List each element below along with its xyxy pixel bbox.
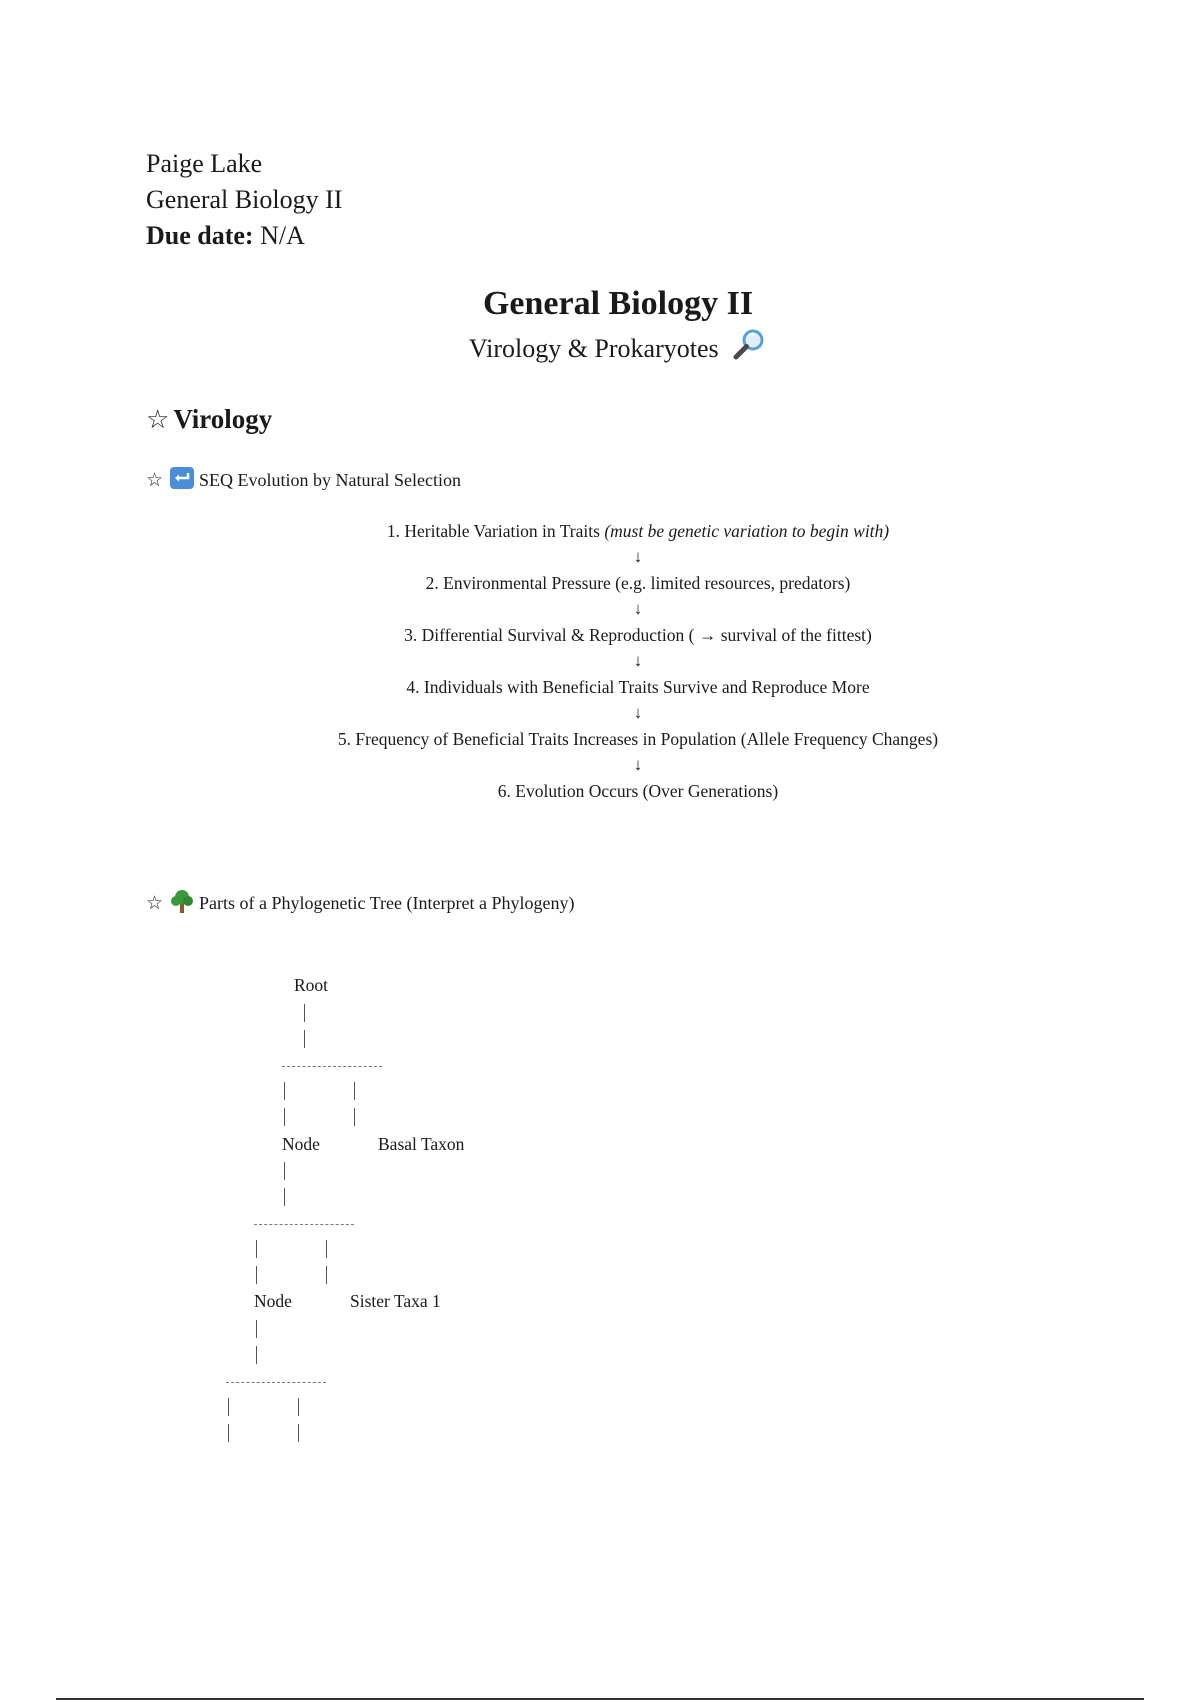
tree-branch xyxy=(256,1346,257,1364)
due-date-value: N/A xyxy=(253,221,305,250)
tree-split xyxy=(282,1066,382,1067)
subtitle-text: Virology & Prokaryotes xyxy=(468,334,719,363)
tree-branch xyxy=(284,1108,285,1126)
down-arrow-icon: ↓ xyxy=(633,703,643,722)
tree-branch xyxy=(284,1082,285,1100)
sequence-step: 5. Frequency of Beneficial Traits Increases in Population (Allele Frequency Changes) xyxy=(337,729,939,749)
course-name: General Biology II xyxy=(146,185,343,214)
tree-branch xyxy=(256,1320,257,1338)
subheading-phylogeny-label: Parts of a Phylogenetic Tree (Interpret a Phylogeny) xyxy=(199,893,575,913)
tree-branch xyxy=(304,1030,305,1048)
due-date-label: Due date: xyxy=(146,221,254,250)
tree-sister-taxa-label: Sister Taxa 1 xyxy=(350,1291,441,1311)
tree-branch xyxy=(284,1162,285,1180)
document-title: General Biology II xyxy=(482,285,754,322)
author-name: Paige Lake xyxy=(146,149,263,178)
tree-branch xyxy=(326,1240,327,1258)
down-arrow-icon: ↓ xyxy=(633,599,643,618)
tree-branch xyxy=(298,1398,299,1416)
tree-node-label: Node xyxy=(254,1291,292,1311)
sequence-step: 2. Environmental Pressure (e.g. limited resources, predators) xyxy=(425,573,851,593)
tree-branch xyxy=(354,1082,355,1100)
tree-branch xyxy=(256,1266,257,1284)
tree-node-label: Node xyxy=(282,1134,320,1154)
tree-split xyxy=(254,1224,354,1225)
tree-basal-taxon-label: Basal Taxon xyxy=(378,1134,465,1154)
tree-branch xyxy=(256,1240,257,1258)
down-arrow-icon: ↓ xyxy=(633,547,643,566)
sequence-step: 4. Individuals with Beneficial Traits Survive and Reproduce More xyxy=(406,677,870,697)
sequence-step: 3. Differential Survival & Reproduction ( → survival of the fittest) xyxy=(404,625,872,645)
tree-branch xyxy=(354,1108,355,1126)
tree-branch xyxy=(326,1266,327,1284)
tree-branch xyxy=(304,1004,305,1022)
subheading-seq-label: SEQ Evolution by Natural Selection xyxy=(199,470,462,490)
section-heading-label: Virology xyxy=(173,404,273,434)
down-arrow-icon: ↓ xyxy=(633,651,643,670)
tree-branch xyxy=(284,1188,285,1206)
tree-branch xyxy=(228,1398,229,1416)
star-icon: ☆ xyxy=(146,405,170,434)
sequence-step: 6. Evolution Occurs (Over Generations) xyxy=(497,781,779,801)
tree-branch xyxy=(298,1424,299,1442)
down-arrow-icon: ↓ xyxy=(633,755,643,774)
tree-root-label: Root xyxy=(294,975,329,995)
page-bottom-rule xyxy=(56,1698,1144,1700)
sequence-step: 1. Heritable Variation in Traits (must be genetic variation to begin with) xyxy=(386,521,890,541)
star-icon: ☆ xyxy=(146,470,164,491)
tree-branch xyxy=(228,1424,229,1442)
tree-split xyxy=(226,1382,326,1383)
step-note: (must be genetic variation to begin with) xyxy=(604,521,890,541)
star-icon: ☆ xyxy=(146,893,164,914)
